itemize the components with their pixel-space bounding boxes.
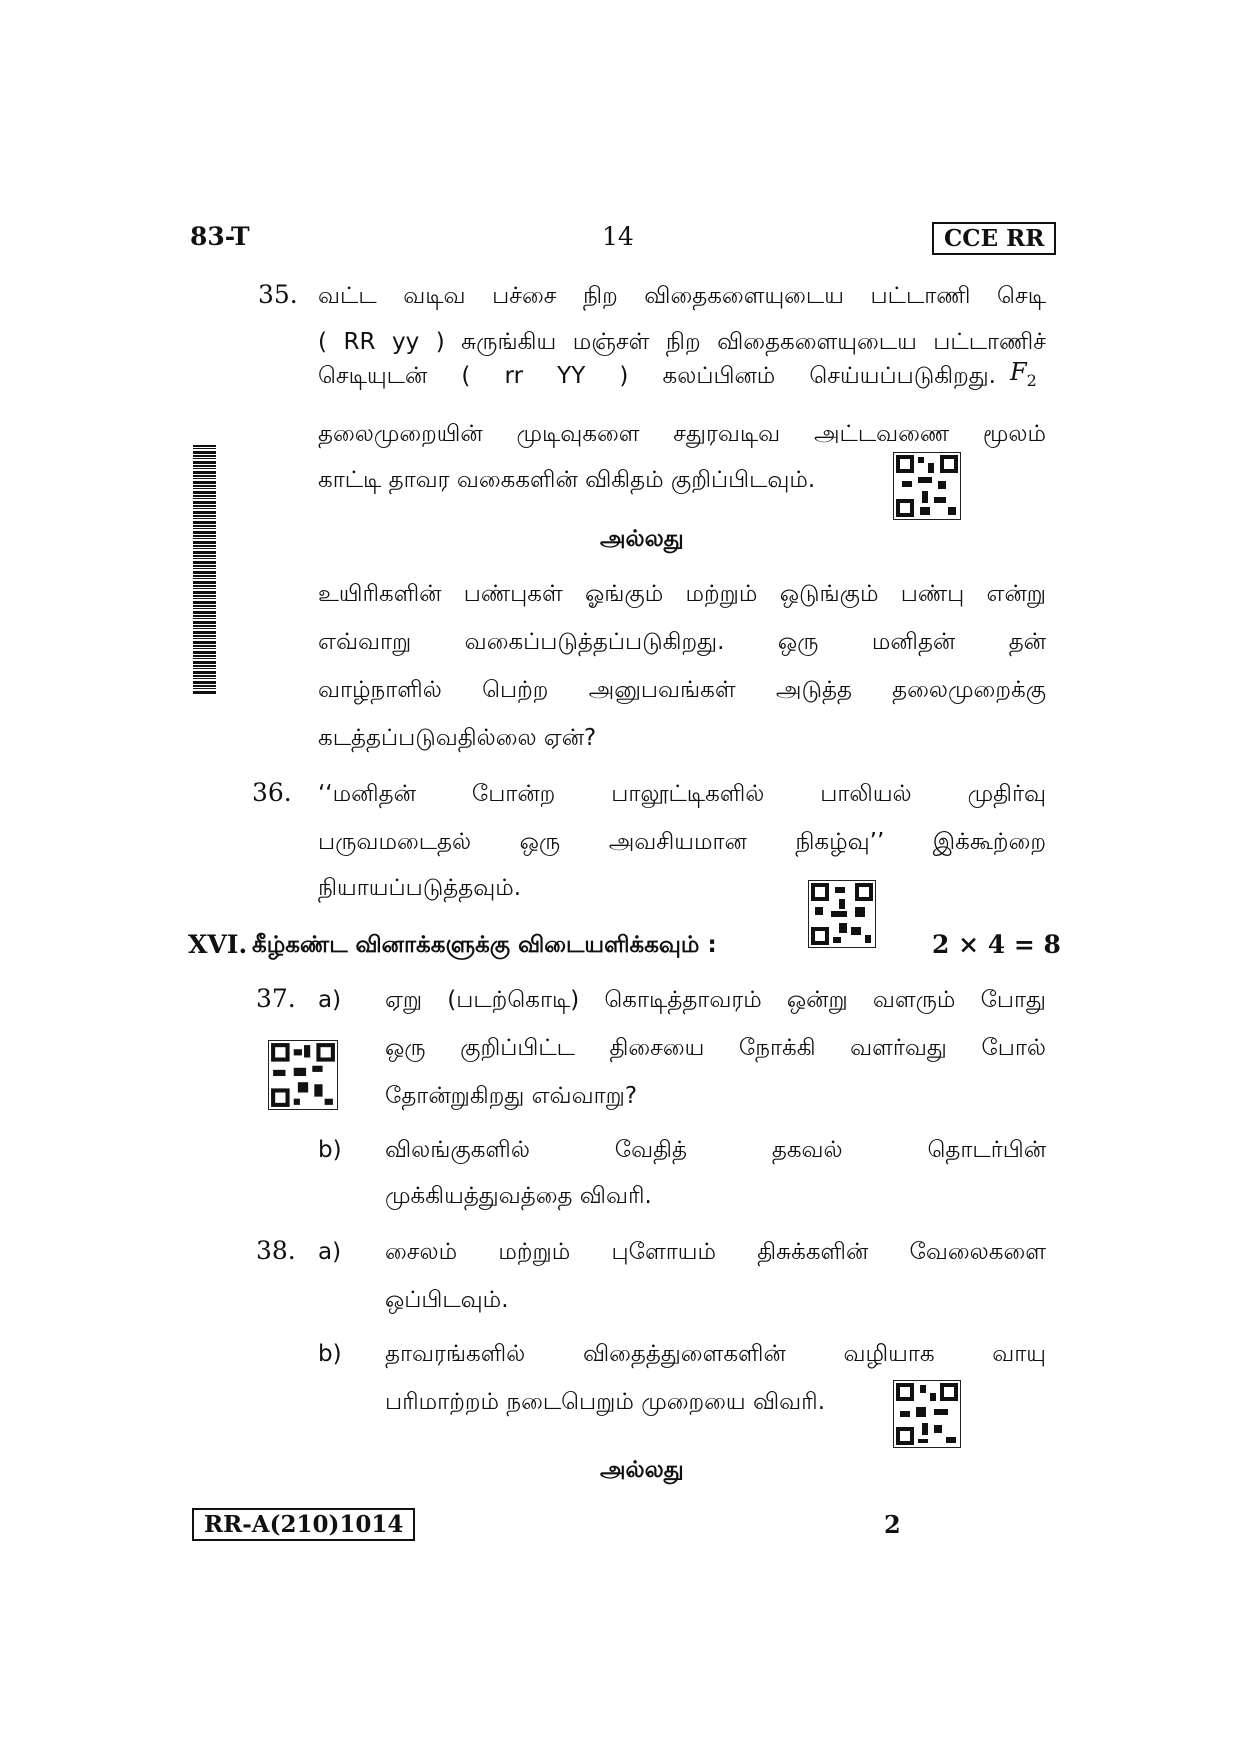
q36-line-2: பருவமடைதல் ஒரு அவசியமான நிகழ்வு’’ இக்கூற்றை (318, 829, 1046, 855)
q36-number: 36. (252, 778, 292, 807)
q37-number: 37. (256, 984, 296, 1013)
q37-b-line-2: முக்கியத்துவத்தை விவரி. (385, 1183, 652, 1209)
qr-code-icon (808, 880, 876, 948)
series-badge: CCE RR (932, 222, 1056, 255)
section-numeral: XVI. (188, 930, 248, 959)
q35-line-3: செடியுடன் ( rr YY ) கலப்பினம் செய்யப்படுகிறது. (318, 363, 996, 389)
qr-code-icon (268, 1040, 338, 1110)
qr-code-icon (893, 452, 961, 520)
q35-alt-line-2: எவ்வாறு வகைப்படுத்தப்படுகிறது. ஒரு மனிதன் தன் (318, 629, 1046, 655)
footer-page: 2 (884, 1510, 901, 1539)
q37-a-line-1: ஏறு (படற்கொடி) கொடித்தாவரம் ஒன்று வளரும் போது (385, 987, 1046, 1013)
q37-b-label: b) (318, 1137, 342, 1163)
q37-a-line-3: தோன்றுகிறது எவ்வாறு? (385, 1083, 638, 1109)
q35-alt-line-3: வாழ்நாளில் பெற்ற அனுபவங்கள் அடுத்த தலைமுறைக்கு (318, 677, 1046, 703)
q38-a-line-1: சைலம் மற்றும் புளோயம் திசுக்களின் வேலைகளை (385, 1239, 1046, 1265)
q36-line-3: நியாயப்படுத்தவும். (318, 875, 522, 901)
q38-a-line-2: ஒப்பிடவும். (385, 1287, 509, 1313)
q35-line-4: தலைமுறையின் முடிவுகளை சதுரவடிவ அட்டவணை மூலம் (318, 421, 1046, 447)
q38-a-label: a) (318, 1239, 342, 1265)
page-number: 14 (602, 222, 634, 251)
barcode-icon (193, 445, 216, 695)
q35-line-2: ( RR yy ) சுருங்கிய மஞ்சள் நிற விதைகளையுடைய பட்டாணிச் (318, 329, 1046, 355)
q37-a-line-2: ஒரு குறிப்பிட்ட திசையை நோக்கி வளர்வது போல் (385, 1035, 1046, 1061)
q38-b-line-2: பரிமாற்றம் நடைபெறும் முறையை விவரி. (385, 1389, 826, 1415)
q38-number: 38. (256, 1236, 296, 1265)
section-marks: 2 × 4 = 8 (932, 930, 1061, 959)
q36-line-1: ‘‘மனிதன் போன்ற பாலூட்டிகளில் பாலியல் முதிர்வு (318, 781, 1046, 807)
q35-number: 35. (258, 280, 298, 309)
section-title: கீழ்கண்ட வினாக்களுக்கு விடையளிக்கவும் : (252, 932, 717, 958)
f2-label (1010, 358, 1037, 390)
q37-a-label: a) (318, 987, 342, 1013)
q38-b-line-1: தாவரங்களில் விதைத்துளைகளின் வழியாக வாயு (385, 1341, 1046, 1367)
f2-sub: 2 (1026, 370, 1037, 390)
paper-code: 83-T (190, 222, 250, 251)
q38-or: அல்லது (600, 1457, 684, 1483)
f2-base: F (1010, 358, 1027, 386)
qr-code-icon (893, 1380, 961, 1448)
q35-alt-line-1: உயிரிகளின் பண்புகள் ஓங்கும் மற்றும் ஒடுங்கும் பண்பு என்று (318, 581, 1046, 607)
q37-b-line-1: விலங்குகளில் வேதித் தகவல் தொடர்பின் (385, 1137, 1046, 1163)
footer-code: RR-A(210)1014 (192, 1508, 415, 1541)
q35-line-5: காட்டி தாவர வகைகளின் விகிதம் குறிப்பிடவும். (318, 467, 816, 493)
q35-line-1: வட்ட வடிவ பச்சை நிற விதைகளையுடைய பட்டாணி செடி (318, 283, 1046, 309)
q35-alt-line-4: கடத்தப்படுவதில்லை ஏன்? (318, 725, 597, 751)
q38-b-label: b) (318, 1341, 342, 1367)
q35-or: அல்லது (600, 526, 684, 552)
